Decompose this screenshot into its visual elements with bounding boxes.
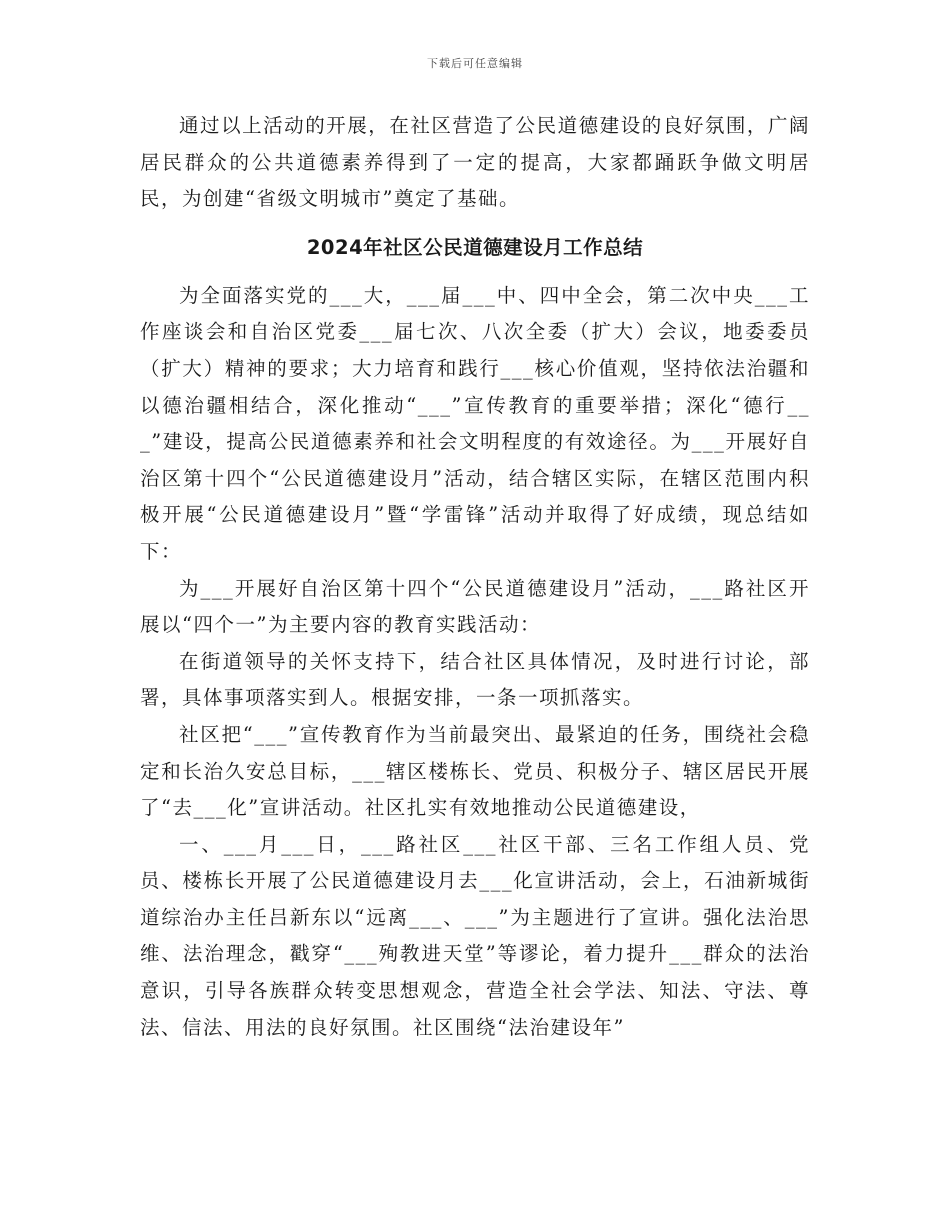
document-body — [140, 108, 810, 1046]
page-header-note: 下载后可任意编辑 — [427, 57, 523, 70]
article-title: 2024年社区公民道德建设月工作总结 — [306, 235, 644, 259]
body-paragraph-3: 在街道领导的关怀支持下，结合社区具体情况，及时进行讨论，部署，具体事项落实到人。根据安排，一条一项抓落实。 — [140, 649, 810, 710]
body-paragraph-4: 社区把“___”宣传教育作为当前最突出、最紧迫的任务，围绕社会稳定和长治久安总目标，___辖区楼栋长、党员、积极分子、辖区居民开展了“去___化”宣讲活动。社区扎实有效地推动公民道德建设， — [140, 722, 810, 820]
body-paragraph-2: 为___开展好自治区第十四个“公民道德建设月”活动，___路社区开展以“四个一”为主要内容的教育实践活动： — [140, 576, 810, 637]
body-paragraph-1: 为全面落实党的___大，___届___中、四中全会，第二次中央___工作座谈会和自治区党委___届七次、八次全委（扩大）会议，地委委员（扩大）精神的要求；大力培育和践行___核心价值观，坚持依法治疆和以德治疆相结合，深化推动“___”宣传教育的重要举措；深化“德行___”建设，提高公民道德素养和社会文明程度的有效途径。为___开展好自治区第十四个“公民道德建设月”活动，结合辖区实际，在辖区范围内积极开展“公民道德建设月”暨“学雷锋”活动并取得了好成绩，现总结如下： — [140, 283, 810, 563]
intro-paragraph: 通过以上活动的开展，在社区营造了公民道德建设的良好氛围，广阔居民群众的公共道德素养得到了一定的提高，大家都踊跃争做文明居民，为创建“省级文明城市”奠定了基础。 — [140, 114, 810, 211]
body-paragraph-5: 一、___月___日，___路社区___社区干部、三名工作组人员、党员、楼栋长开展了公民道德建设月去___化宣讲活动，会上，石油新城街道综治办主任吕新东以“远离___、___”为主题进行了宣讲。强化法治思维、法治理念，戳穿“___殉教进天堂”等谬论，着力提升___群众的法治意识，引导各族群众转变思想观念，营造全社会学法、知法、守法、尊法、信法、用法的良好氛围。社区围绕“法治建设年” — [140, 832, 810, 1039]
